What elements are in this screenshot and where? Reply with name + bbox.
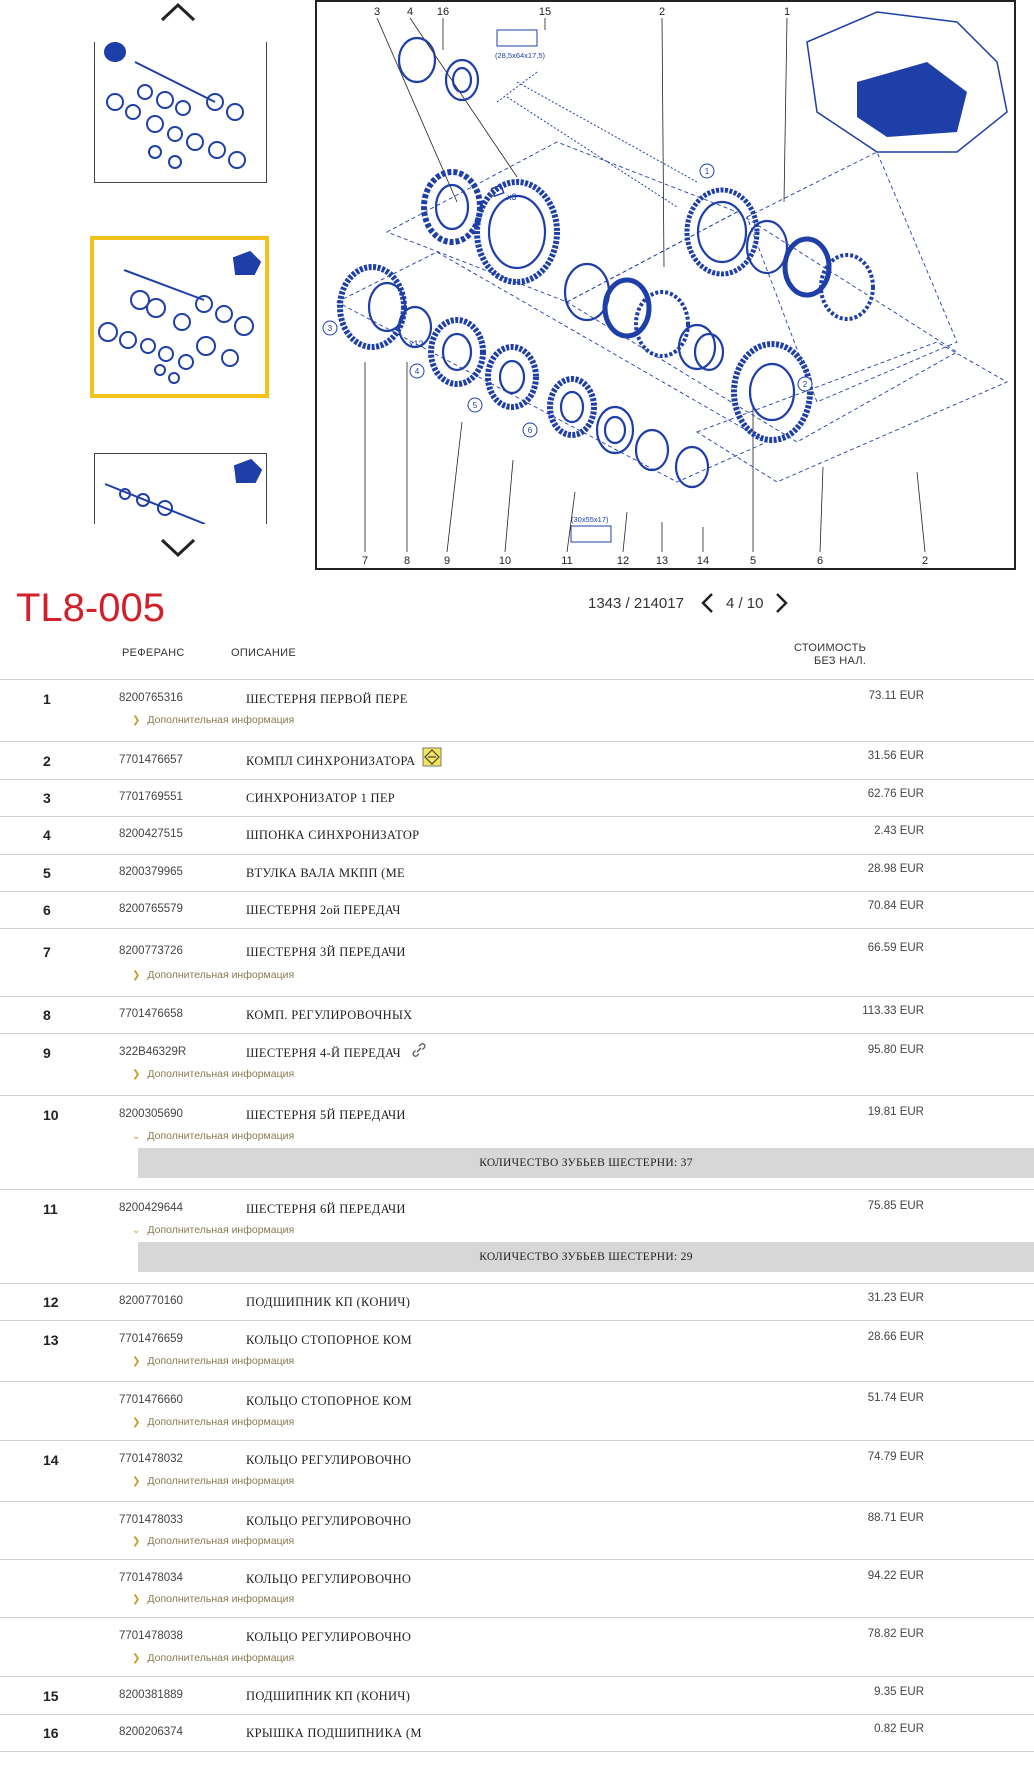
row-reference: 8200765316 (119, 692, 183, 704)
callout-14: 14 (696, 555, 710, 567)
thumbnail-diagram-4-selected[interactable] (90, 236, 269, 398)
row-price: 0.82 EUR (874, 1723, 924, 1735)
callout-6: 6 (816, 555, 824, 567)
row-description: КРЫШКА ПОДШИПНИКА (М (246, 1726, 422, 1740)
row-price: 78.82 EUR (867, 1628, 924, 1640)
chevron-down-icon: ⌄ (132, 1225, 141, 1236)
row-price: 9.35 EUR (874, 1686, 924, 1698)
row-description: КОЛЬЦО РЕГУЛИРОВОЧНО (246, 1572, 412, 1586)
row-price: 95.80 EUR (867, 1044, 924, 1056)
table-row[interactable] (0, 1034, 1034, 1096)
row-reference: 8200427515 (119, 828, 183, 840)
chevron-right-icon (775, 592, 789, 614)
row-number: 2 (43, 753, 51, 769)
chevron-right-icon: ❯ (132, 1356, 141, 1367)
dimension-12-label: (30x55x17) (571, 515, 609, 524)
table-row[interactable] (0, 929, 1034, 997)
callout-8: 8 (403, 555, 411, 567)
diagram-pager (588, 588, 795, 618)
row-number: 16 (43, 1725, 59, 1741)
row-price: 113.33 EUR (862, 1005, 924, 1017)
row-number: 10 (43, 1107, 59, 1123)
chevron-right-icon: ❯ (132, 715, 141, 726)
row-price: 74.79 EUR (867, 1451, 924, 1463)
callout-13: 13 (655, 555, 669, 567)
table-row[interactable] (0, 1560, 1034, 1618)
row-number: 11 (43, 1201, 58, 1217)
row-reference: 7701478032 (119, 1453, 183, 1465)
row-reference: 7701478034 (119, 1572, 183, 1584)
callout-15: 15 (538, 6, 552, 18)
row-price: 73.11 EUR (868, 690, 924, 702)
row-description: ПОДШИПНИК КП (КОНИЧ) (246, 1295, 411, 1309)
row-number: 9 (43, 1045, 51, 1061)
table-row[interactable] (0, 1284, 1034, 1321)
table-row[interactable] (0, 1677, 1034, 1715)
callout-2-top: 2 (658, 6, 666, 18)
row-description: ШЕСТЕРНЯ 3Й ПЕРЕДАЧИ (246, 945, 406, 959)
next-page-button[interactable] (769, 589, 795, 617)
gear-teeth-info: КОЛИЧЕСТВО ЗУБЬЕВ ШЕСТЕРНИ: 29 (138, 1242, 1034, 1272)
more-info-link[interactable]: ❯ Дополнительная информация (132, 1475, 295, 1487)
row-price: 51.74 EUR (867, 1392, 924, 1404)
qty-x3-label: x3 (507, 192, 517, 202)
thumbnail-drawing (95, 454, 266, 524)
row-description: СИНХРОНИЗАТОР 1 ПЕР (246, 791, 396, 805)
thumbnail-drawing (94, 240, 265, 394)
row-description: ШЕСТЕРНЯ 5Й ПЕРЕДАЧИ (246, 1108, 406, 1122)
row-price: 2.43 EUR (874, 825, 924, 837)
more-info-link[interactable]: ❯ Дополнительная информация (132, 1535, 295, 1547)
row-description: КОМПЛ СИНХРОНИЗАТОРА (246, 754, 416, 768)
row-description: КОЛЬЦО СТОПОРНОЕ КОМ (246, 1333, 412, 1347)
row-price: 66.59 EUR (867, 942, 924, 954)
scroll-down-chevron-icon[interactable] (160, 538, 196, 558)
chevron-right-icon: ❯ (132, 1476, 141, 1487)
dimension-15-label: (28,5x64x17,5) (495, 51, 546, 60)
table-row[interactable] (0, 892, 1034, 929)
callout-16: 16 (436, 6, 450, 18)
svg-text:6: 6 (527, 426, 533, 435)
row-reference: 8200429644 (119, 1202, 183, 1214)
row-description: ПОДШИПНИК КП (КОНИЧ) (246, 1689, 411, 1703)
row-price: 88.71 EUR (867, 1512, 924, 1524)
row-price: 31.23 EUR (867, 1292, 924, 1304)
row-reference: 7701769551 (119, 791, 183, 803)
row-reference: 8200206374 (119, 1726, 183, 1738)
header-price-line2: БЕЗ НАЛ. (814, 655, 867, 667)
row-reference: 322B46329R (119, 1046, 187, 1058)
row-description: КОМП. РЕГУЛИРОВОЧНЫХ (246, 1008, 413, 1022)
callout-9: 9 (443, 555, 451, 567)
row-price: 62.76 EUR (867, 788, 924, 800)
row-description: КОЛЬЦО СТОПОРНОЕ КОМ (246, 1394, 412, 1408)
chevron-right-icon: ❯ (132, 1594, 141, 1605)
kit-badge-icon[interactable] (422, 747, 442, 767)
more-info-link-expanded[interactable]: ⌄ Дополнительная информация (132, 1224, 295, 1236)
row-price: 28.98 EUR (867, 863, 924, 875)
row-description: ВТУЛКА ВАЛА МКПП (МЕ (246, 866, 405, 880)
table-row[interactable] (0, 1715, 1034, 1752)
row-description: ШЕСТЕРНЯ ПЕРВОЙ ПЕРЕ (246, 692, 408, 706)
callout-5: 5 (749, 555, 757, 567)
callout-10: 10 (498, 555, 512, 567)
table-row[interactable] (0, 780, 1034, 817)
gear-teeth-info: КОЛИЧЕСТВО ЗУБЬЕВ ШЕСТЕРНИ: 37 (138, 1148, 1034, 1178)
chevron-down-icon: ⌄ (132, 1131, 141, 1142)
row-description: КОЛЬЦО РЕГУЛИРОВОЧНО (246, 1630, 412, 1644)
table-row[interactable] (0, 1321, 1034, 1382)
row-reference: 8200305690 (119, 1108, 183, 1120)
page-label: TL8-005 (16, 586, 165, 630)
table-row[interactable] (0, 680, 1034, 742)
svg-text:5: 5 (472, 401, 478, 410)
more-info-link[interactable]: ❯ Дополнительная информация (132, 714, 295, 726)
row-number: 1 (43, 691, 51, 707)
more-info-link[interactable]: ❯ Дополнительная информация (132, 1068, 295, 1080)
chevron-right-icon: ❯ (132, 1417, 141, 1428)
row-price: 28.66 EUR (867, 1331, 924, 1343)
row-price: 94.22 EUR (867, 1570, 924, 1582)
row-number: 8 (43, 1007, 51, 1023)
row-number: 3 (43, 790, 51, 806)
row-reference: 7701476658 (119, 1008, 183, 1020)
table-row[interactable] (0, 855, 1034, 892)
row-reference: 8200765579 (119, 903, 183, 915)
row-description: КОЛЬЦО РЕГУЛИРОВОЧНО (246, 1514, 412, 1528)
row-reference: 7701476659 (119, 1333, 183, 1345)
row-number: 7 (43, 944, 51, 960)
qty-x12-label: x12 (409, 339, 424, 349)
header-reference: РЕФЕРАНС (122, 647, 185, 659)
callout-1: 1 (783, 6, 791, 18)
chevron-right-icon: ❯ (132, 1653, 141, 1664)
thumbnail-diagram-3[interactable] (94, 42, 267, 183)
table-row[interactable] (0, 1096, 1034, 1190)
row-number: 4 (43, 827, 51, 843)
row-description: ШПОНКА СИНХРОНИЗАТОР (246, 828, 420, 842)
table-row[interactable] (0, 1441, 1034, 1502)
more-info-link[interactable]: ❯ Дополнительная информация (132, 1355, 295, 1367)
callout-11: 11 (561, 555, 573, 567)
row-number: 15 (43, 1688, 59, 1704)
svg-text:1: 1 (704, 167, 710, 176)
row-reference: 8200770160 (119, 1295, 183, 1307)
row-reference: 8200379965 (119, 866, 183, 878)
row-number: 6 (43, 902, 51, 918)
table-row[interactable] (0, 1618, 1034, 1677)
more-info-link[interactable]: ❯ Дополнительная информация (132, 969, 295, 981)
callout-7: 7 (361, 555, 369, 567)
chevron-right-icon: ❯ (132, 1069, 141, 1080)
row-reference: 8200381889 (119, 1689, 183, 1701)
row-reference: 7701476660 (119, 1394, 183, 1406)
row-reference: 7701476657 (119, 754, 183, 766)
callout-4: 4 (406, 6, 414, 18)
header-price-line1: СТОИМОСТЬ (794, 642, 867, 654)
more-info-link[interactable]: ❯ Дополнительная информация (132, 1593, 295, 1605)
chevron-right-icon: ❯ (132, 970, 141, 981)
table-row[interactable] (0, 1502, 1034, 1560)
link-icon[interactable] (411, 1042, 427, 1058)
thumbnail-diagram-5[interactable] (94, 453, 267, 524)
row-number: 5 (43, 865, 51, 881)
exploded-parts-diagram (315, 0, 1016, 570)
table-row[interactable] (0, 1382, 1034, 1441)
chevron-left-icon (700, 592, 714, 614)
row-description: ШЕСТЕРНЯ 4-Й ПЕРЕДАЧ (246, 1046, 401, 1060)
row-reference: 7701478038 (119, 1630, 183, 1642)
callout-2-bottom: 2 (921, 555, 929, 567)
more-info-link-expanded[interactable]: ⌄ Дополнительная информация (132, 1130, 295, 1142)
scroll-up-chevron-icon[interactable] (160, 2, 196, 22)
row-number: 12 (43, 1294, 59, 1310)
prev-page-button[interactable] (694, 589, 720, 617)
row-price: 19.81 EUR (867, 1106, 924, 1118)
more-info-link[interactable]: ❯ Дополнительная информация (132, 1416, 295, 1428)
svg-text:2: 2 (802, 380, 808, 389)
row-description: ШЕСТЕРНЯ 2ой ПЕРЕДАЧ (246, 903, 401, 917)
table-row[interactable] (0, 997, 1034, 1034)
callout-12: 12 (616, 555, 630, 567)
row-reference: 8200773726 (119, 945, 183, 957)
svg-text:3: 3 (327, 324, 333, 333)
thumbnail-drawing (95, 42, 266, 182)
table-row[interactable] (0, 742, 1034, 780)
chevron-right-icon: ❯ (132, 1536, 141, 1547)
row-price: 70.84 EUR (867, 900, 924, 912)
row-price: 75.85 EUR (867, 1200, 924, 1212)
row-number: 13 (43, 1332, 59, 1348)
result-counter: 1343 / 214017 (588, 594, 684, 612)
row-description: ШЕСТЕРНЯ 6Й ПЕРЕДАЧИ (246, 1202, 406, 1216)
svg-text:4: 4 (414, 367, 420, 376)
table-row[interactable] (0, 1190, 1034, 1284)
row-reference: 7701478033 (119, 1514, 183, 1526)
table-row[interactable] (0, 817, 1034, 855)
more-info-link[interactable]: ❯ Дополнительная информация (132, 1652, 295, 1664)
row-description: КОЛЬЦО РЕГУЛИРОВОЧНО (246, 1453, 412, 1467)
callout-3: 3 (373, 6, 381, 18)
page-indicator: 4 / 10 (725, 594, 764, 612)
header-description: ОПИСАНИЕ (231, 647, 296, 659)
row-price: 31.56 EUR (867, 750, 924, 762)
row-number: 14 (43, 1452, 59, 1468)
